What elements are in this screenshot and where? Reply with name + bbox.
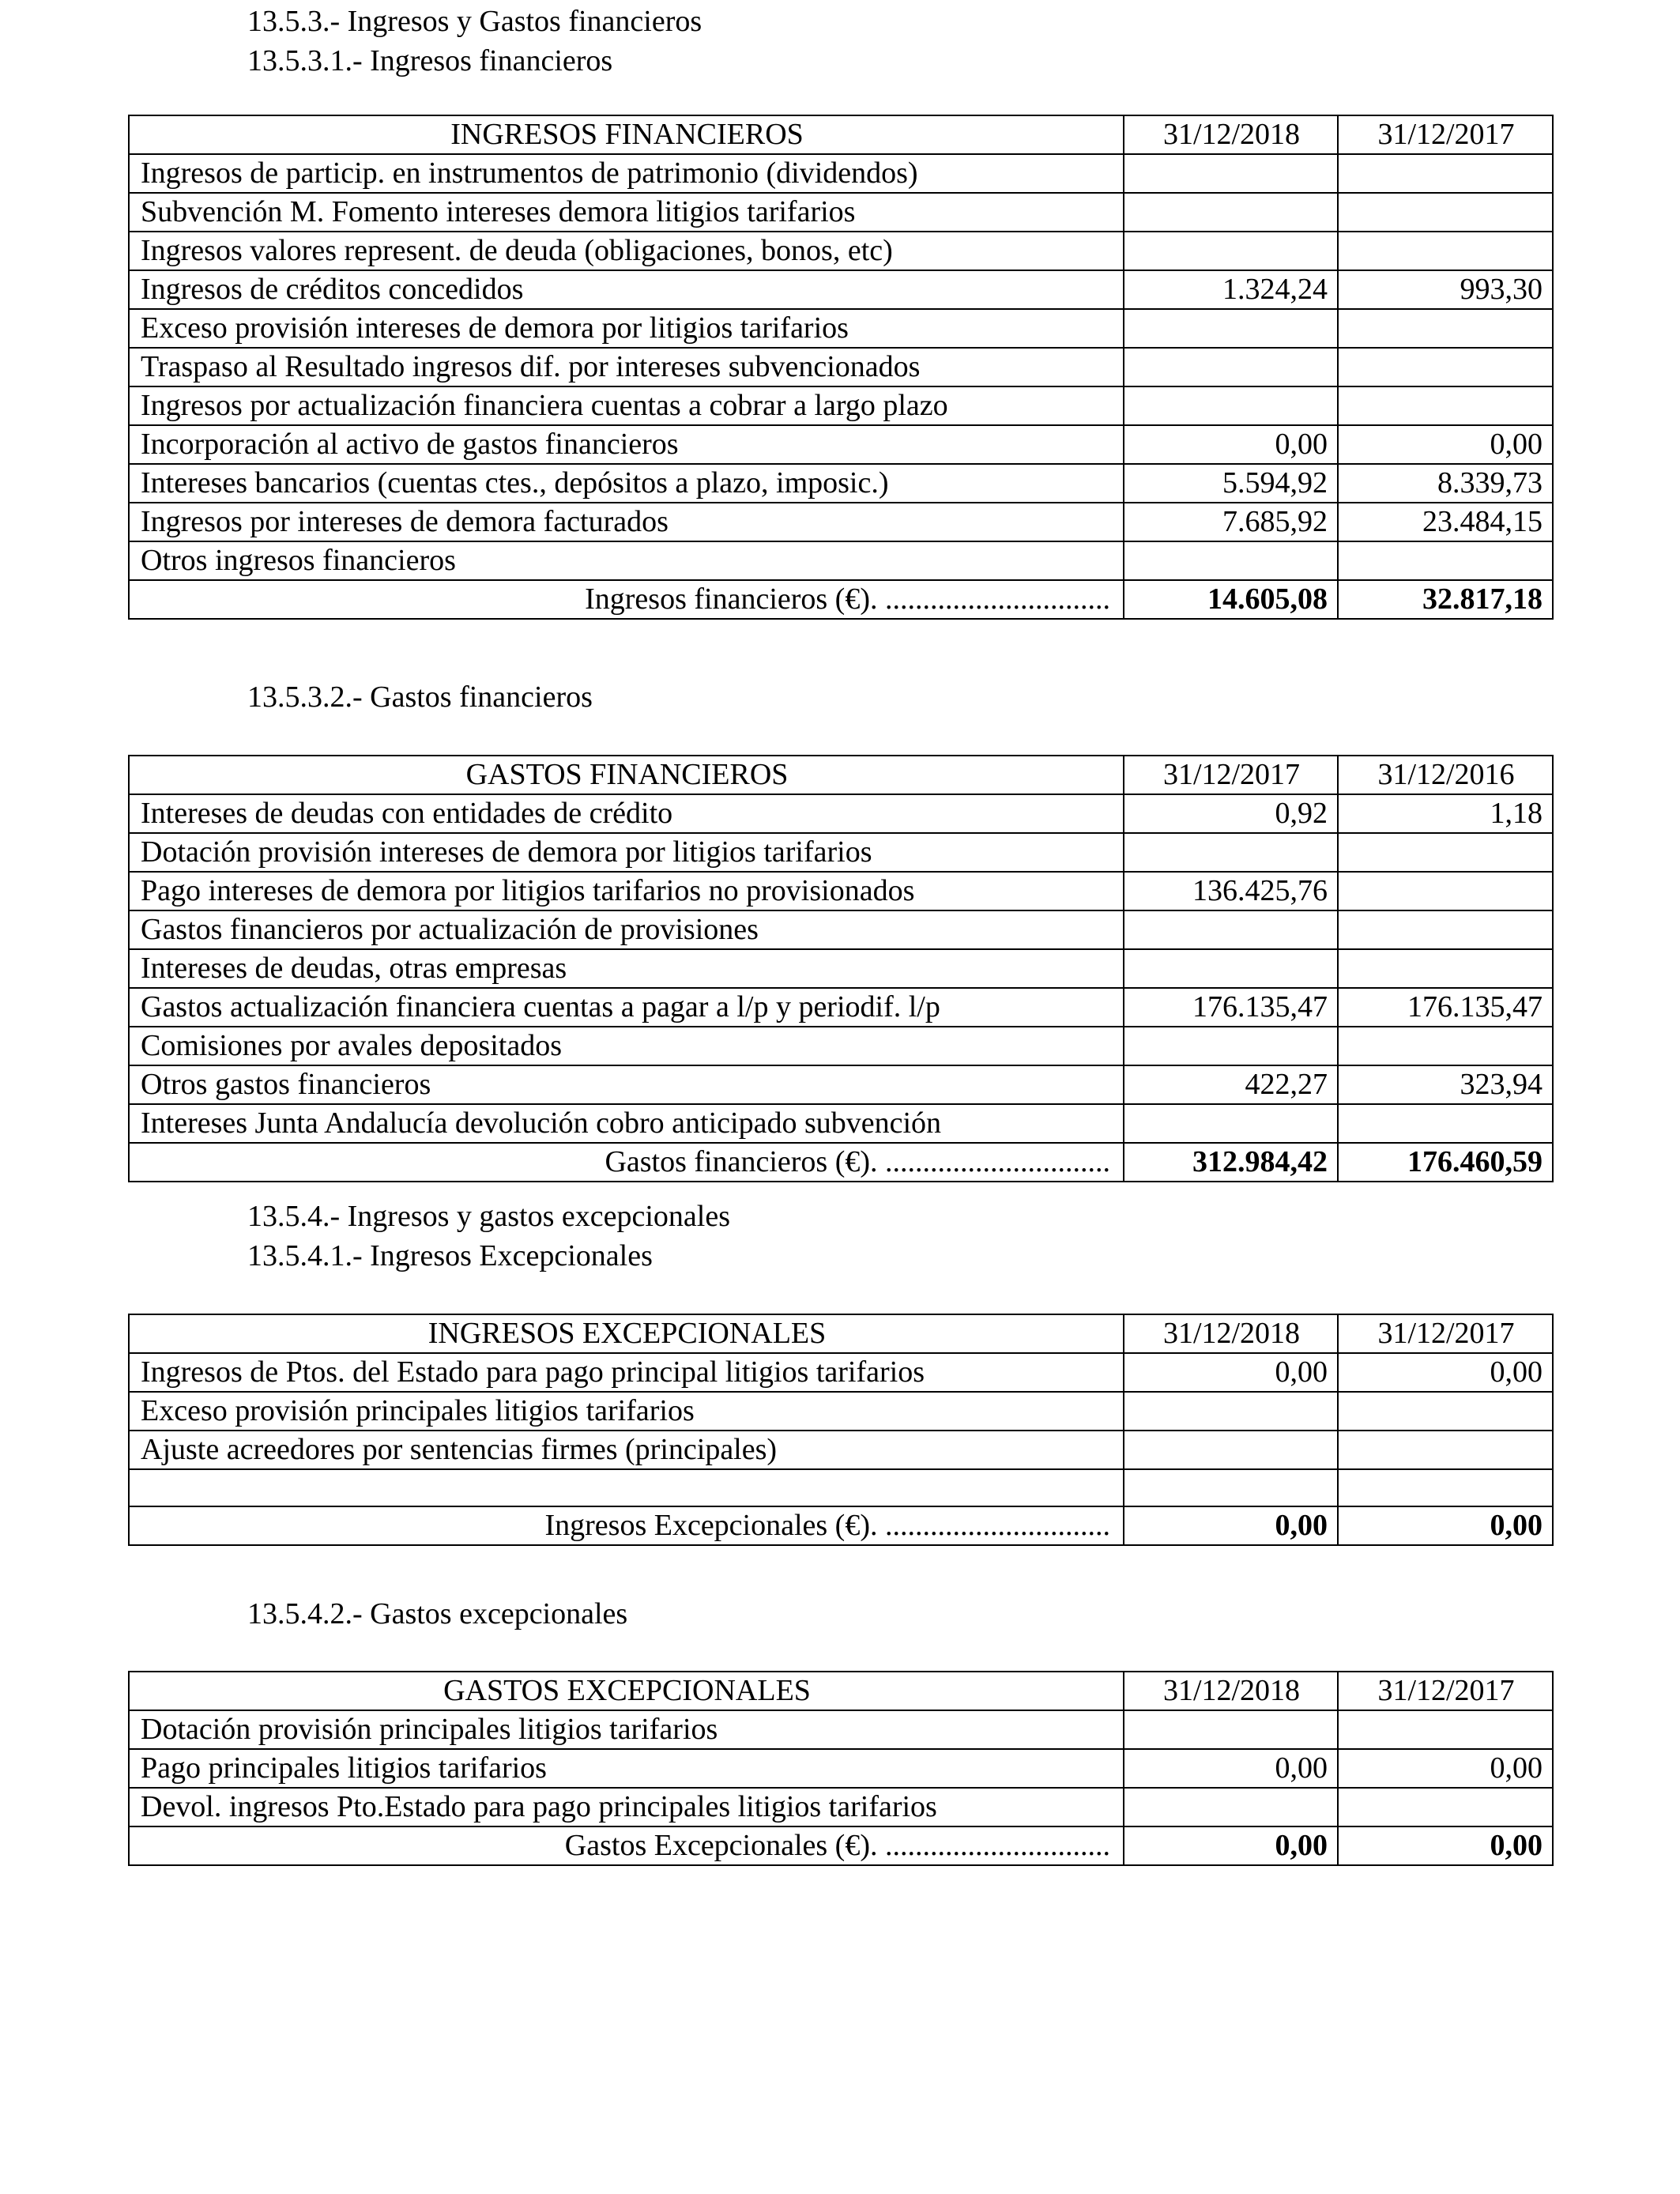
concept-cell: Dotación provisión intereses de demora por litigios tarifarios	[129, 833, 1124, 872]
table-header-row	[129, 1314, 1553, 1353]
amount-cell: 176.135,47	[1124, 988, 1338, 1027]
date-column-header: 31/12/2016	[1338, 756, 1553, 794]
concept-cell: Pago principales litigios tarifarios	[129, 1749, 1124, 1788]
date-column-header: 31/12/2017	[1338, 1314, 1553, 1353]
amount-cell	[1338, 910, 1553, 949]
concept-cell: Exceso provisión intereses de demora por litigios tarifarios	[129, 309, 1124, 348]
table-row	[129, 503, 1553, 541]
amount-cell	[1338, 1710, 1553, 1749]
table-header-row	[129, 115, 1553, 154]
table-row	[129, 988, 1553, 1027]
table-row	[129, 1065, 1553, 1104]
total-amount-cell: 32.817,18	[1338, 580, 1553, 619]
section-heading-ingresos-excepcionales: 13.5.4.1.- Ingresos Excepcionales	[247, 1239, 653, 1272]
section-heading-ingresos-gastos-excepcionales: 13.5.4.- Ingresos y gastos excepcionales	[247, 1200, 731, 1233]
amount-cell	[1124, 541, 1338, 580]
amount-cell: 422,27	[1124, 1065, 1338, 1104]
amount-cell	[1338, 541, 1553, 580]
ingresos-excepcionales-table	[128, 1314, 1554, 1546]
amount-cell	[1124, 910, 1338, 949]
table-row	[129, 1104, 1553, 1143]
gastos-financieros-table	[128, 755, 1554, 1182]
concept-cell: Dotación provisión principales litigios tarifarios	[129, 1710, 1124, 1749]
concept-cell: Traspaso al Resultado ingresos dif. por intereses subvencionados	[129, 348, 1124, 386]
table-row	[129, 1469, 1553, 1506]
concept-cell: Pago intereses de demora por litigios tarifarios no provisionados	[129, 872, 1124, 910]
concept-cell: Devol. ingresos Pto.Estado para pago principales litigios tarifarios	[129, 1788, 1124, 1826]
total-row	[129, 1143, 1553, 1182]
concept-cell: Ingresos de Ptos. del Estado para pago principal litigios tarifarios	[129, 1353, 1124, 1392]
gastos-excepcionales-table	[128, 1671, 1554, 1866]
amount-cell	[1338, 232, 1553, 270]
amount-cell: 0,00	[1124, 425, 1338, 464]
table-row	[129, 1710, 1553, 1749]
table-row	[129, 154, 1553, 193]
amount-cell	[1338, 1469, 1553, 1506]
concept-cell: Ingresos de particip. en instrumentos de patrimonio (dividendos)	[129, 154, 1124, 193]
table-row	[129, 309, 1553, 348]
table-row	[129, 1749, 1553, 1788]
section-heading-gastos-financieros: 13.5.3.2.- Gastos financieros	[247, 680, 593, 714]
table-row	[129, 270, 1553, 309]
amount-cell: 0,00	[1338, 1353, 1553, 1392]
date-column-header: 31/12/2017	[1338, 1672, 1553, 1710]
table-row	[129, 425, 1553, 464]
table-row	[129, 193, 1553, 232]
table-row	[129, 1392, 1553, 1431]
ingresos-financieros-table	[128, 115, 1554, 620]
date-column-header: 31/12/2017	[1124, 756, 1338, 794]
amount-cell	[1124, 833, 1338, 872]
date-column-header: 31/12/2018	[1124, 115, 1338, 154]
concept-cell: Intereses de deudas, otras empresas	[129, 949, 1124, 988]
amount-cell: 993,30	[1338, 270, 1553, 309]
amount-cell	[1124, 232, 1338, 270]
date-column-header: 31/12/2017	[1338, 115, 1553, 154]
concept-cell: Intereses de deudas con entidades de crédito	[129, 794, 1124, 833]
table-title-cell: INGRESOS FINANCIEROS	[129, 115, 1124, 154]
total-amount-cell: 0,00	[1338, 1506, 1553, 1545]
total-amount-cell: 0,00	[1338, 1826, 1553, 1865]
table-row	[129, 1431, 1553, 1469]
amount-cell	[1338, 872, 1553, 910]
amount-cell	[1338, 833, 1553, 872]
concept-cell: Ingresos valores represent. de deuda (obligaciones, bonos, etc)	[129, 232, 1124, 270]
total-label-cell: Ingresos financieros (€). ..............................	[129, 580, 1124, 619]
amount-cell	[1124, 1027, 1338, 1065]
table-row	[129, 232, 1553, 270]
amount-cell	[1338, 1027, 1553, 1065]
amount-cell	[1338, 1392, 1553, 1431]
amount-cell	[1124, 193, 1338, 232]
amount-cell: 0,00	[1338, 1749, 1553, 1788]
table-row	[129, 1788, 1553, 1826]
concept-cell: Ingresos por intereses de demora facturados	[129, 503, 1124, 541]
total-label-cell: Gastos financieros (€). ..............................	[129, 1143, 1124, 1182]
amount-cell: 7.685,92	[1124, 503, 1338, 541]
concept-cell: Intereses Junta Andalucía devolución cobro anticipado subvención	[129, 1104, 1124, 1143]
amount-cell	[1124, 1104, 1338, 1143]
amount-cell	[1338, 348, 1553, 386]
amount-cell: 1,18	[1338, 794, 1553, 833]
concept-cell: Exceso provisión principales litigios tarifarios	[129, 1392, 1124, 1431]
amount-cell	[1338, 949, 1553, 988]
concept-cell: Subvención M. Fomento intereses demora litigios tarifarios	[129, 193, 1124, 232]
amount-cell: 0,00	[1124, 1353, 1338, 1392]
table-row	[129, 833, 1553, 872]
total-amount-cell: 0,00	[1124, 1506, 1338, 1545]
table-row	[129, 910, 1553, 949]
total-amount-cell: 176.460,59	[1338, 1143, 1553, 1182]
concept-cell: Intereses bancarios (cuentas ctes., depósitos a plazo, imposic.)	[129, 464, 1124, 503]
date-column-header: 31/12/2018	[1124, 1314, 1338, 1353]
total-amount-cell: 312.984,42	[1124, 1143, 1338, 1182]
amount-cell: 8.339,73	[1338, 464, 1553, 503]
amount-cell: 5.594,92	[1124, 464, 1338, 503]
amount-cell	[1124, 348, 1338, 386]
amount-cell: 323,94	[1338, 1065, 1553, 1104]
amount-cell	[1338, 309, 1553, 348]
concept-cell: Gastos actualización financiera cuentas a pagar a l/p y periodif. l/p	[129, 988, 1124, 1027]
table-title-cell: GASTOS FINANCIEROS	[129, 756, 1124, 794]
amount-cell: 176.135,47	[1338, 988, 1553, 1027]
concept-cell: Incorporación al activo de gastos financieros	[129, 425, 1124, 464]
concept-cell: Ingresos de créditos concedidos	[129, 270, 1124, 309]
total-row	[129, 580, 1553, 619]
amount-cell	[1124, 386, 1338, 425]
table-row	[129, 872, 1553, 910]
amount-cell	[1338, 154, 1553, 193]
total-amount-cell: 0,00	[1124, 1826, 1338, 1865]
section-heading-ingresos-gastos-financieros: 13.5.3.- Ingresos y Gastos financieros	[247, 5, 703, 38]
total-label-cell: Ingresos Excepcionales (€). ..............................	[129, 1506, 1124, 1545]
concept-cell: Ajuste acreedores por sentencias firmes (principales)	[129, 1431, 1124, 1469]
table-row	[129, 348, 1553, 386]
amount-cell: 0,92	[1124, 794, 1338, 833]
table-row	[129, 386, 1553, 425]
concept-cell: Gastos financieros por actualización de provisiones	[129, 910, 1124, 949]
amount-cell	[1124, 949, 1338, 988]
amount-cell	[1124, 1469, 1338, 1506]
amount-cell	[1338, 1104, 1553, 1143]
amount-cell	[1124, 309, 1338, 348]
section-heading-ingresos-financieros: 13.5.3.1.- Ingresos financieros	[247, 44, 613, 77]
table-row	[129, 1027, 1553, 1065]
total-row	[129, 1506, 1553, 1545]
table-header-row	[129, 756, 1553, 794]
table-row	[129, 464, 1553, 503]
amount-cell	[1124, 1392, 1338, 1431]
date-column-header: 31/12/2018	[1124, 1672, 1338, 1710]
table-title-cell: INGRESOS EXCEPCIONALES	[129, 1314, 1124, 1353]
amount-cell: 23.484,15	[1338, 503, 1553, 541]
amount-cell	[1124, 1431, 1338, 1469]
amount-cell	[1338, 1431, 1553, 1469]
amount-cell: 136.425,76	[1124, 872, 1338, 910]
concept-cell: Otros ingresos financieros	[129, 541, 1124, 580]
table-row	[129, 794, 1553, 833]
amount-cell	[1124, 1788, 1338, 1826]
concept-cell: Comisiones por avales depositados	[129, 1027, 1124, 1065]
total-amount-cell: 14.605,08	[1124, 580, 1338, 619]
section-heading-gastos-excepcionales: 13.5.4.2.- Gastos excepcionales	[247, 1597, 628, 1630]
table-row	[129, 949, 1553, 988]
amount-cell: 0,00	[1124, 1749, 1338, 1788]
table-header-row	[129, 1672, 1553, 1710]
table-row	[129, 541, 1553, 580]
table-title-cell: GASTOS EXCEPCIONALES	[129, 1672, 1124, 1710]
concept-cell	[129, 1469, 1124, 1506]
amount-cell: 1.324,24	[1124, 270, 1338, 309]
amount-cell: 0,00	[1338, 425, 1553, 464]
amount-cell	[1338, 193, 1553, 232]
amount-cell	[1338, 386, 1553, 425]
total-label-cell: Gastos Excepcionales (€). ..............................	[129, 1826, 1124, 1865]
concept-cell: Ingresos por actualización financiera cuentas a cobrar a largo plazo	[129, 386, 1124, 425]
amount-cell	[1338, 1788, 1553, 1826]
table-row	[129, 1353, 1553, 1392]
amount-cell	[1124, 154, 1338, 193]
total-row	[129, 1826, 1553, 1865]
amount-cell	[1124, 1710, 1338, 1749]
concept-cell: Otros gastos financieros	[129, 1065, 1124, 1104]
